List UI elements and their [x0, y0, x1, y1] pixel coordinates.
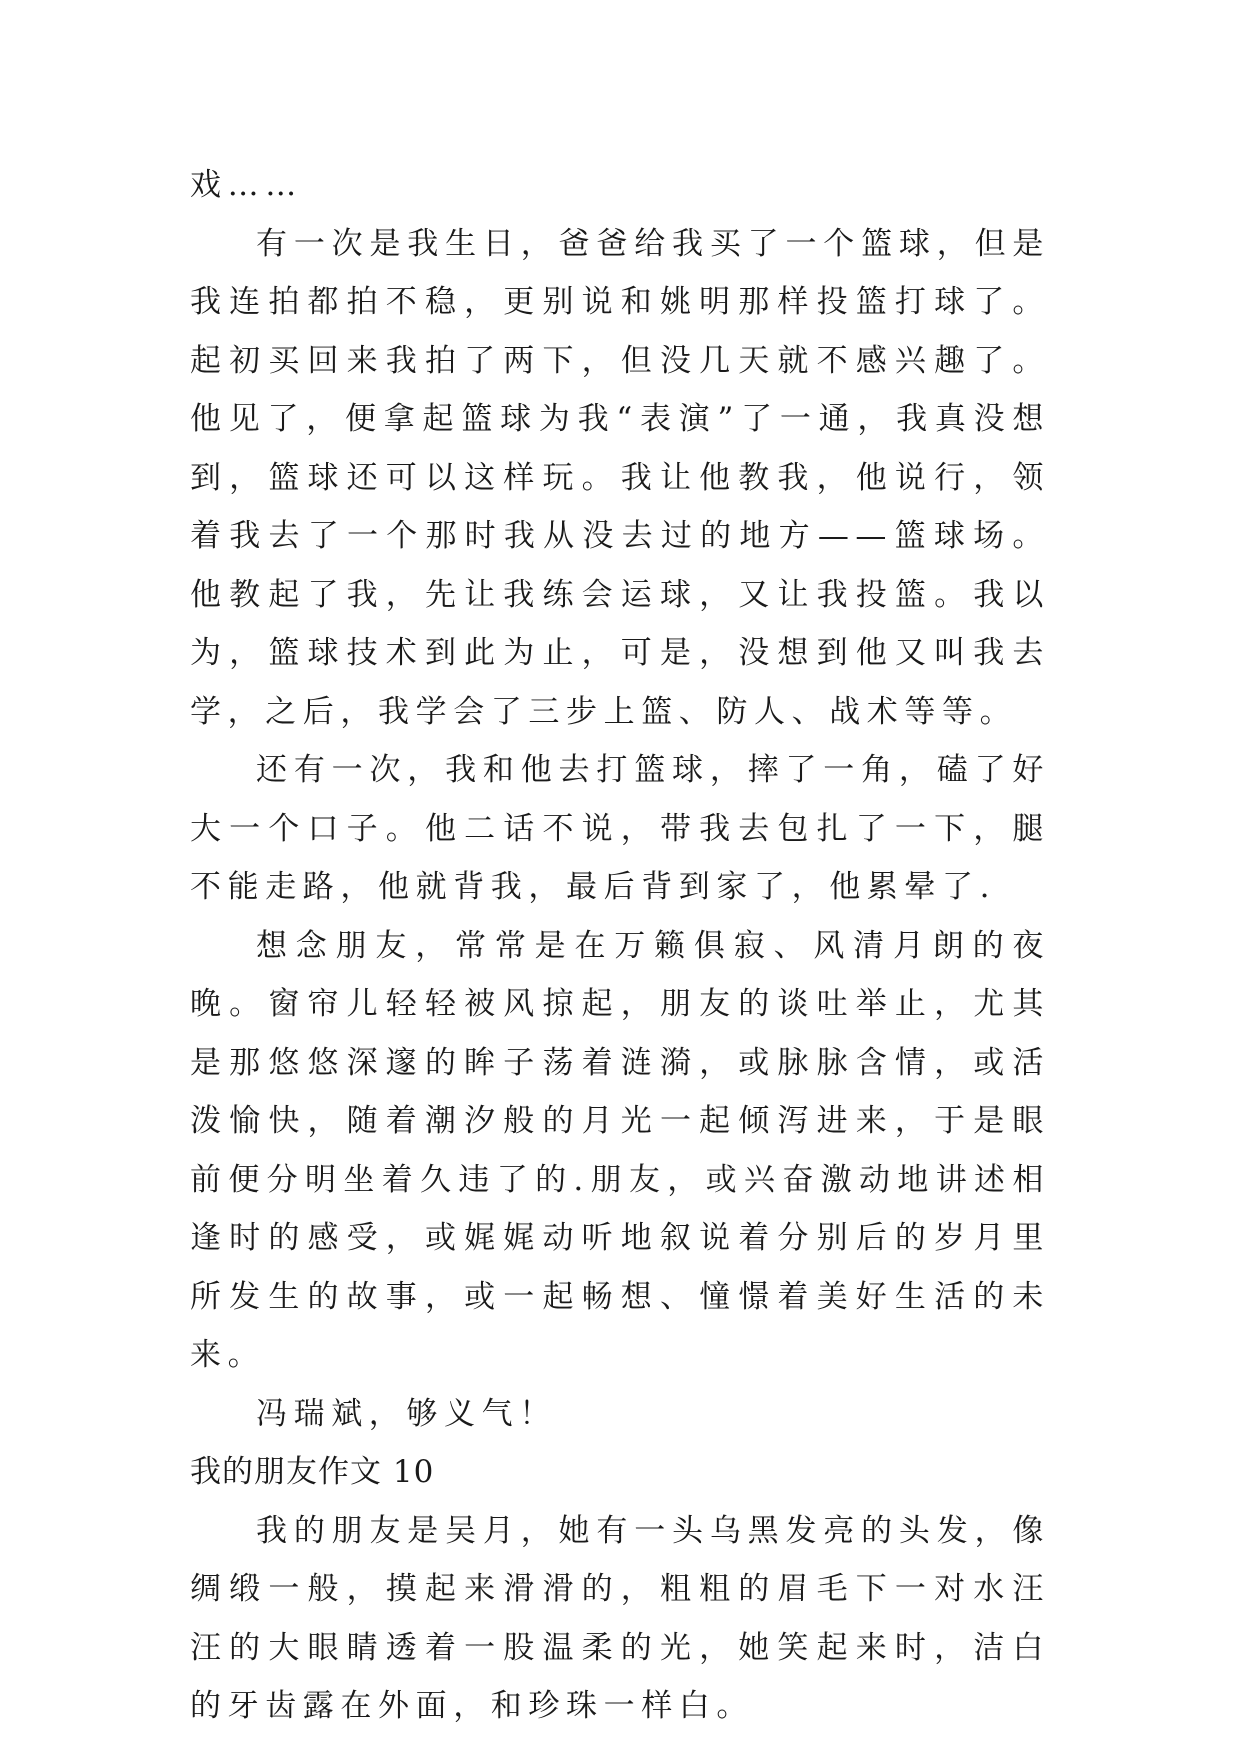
- paragraph-closing-line: 冯瑞斌，够义气！: [256, 1395, 557, 1432]
- paragraph-continuation: 戏……: [190, 167, 303, 203]
- paragraph-wu-yue: 我的朋友是吴月，她有一头乌黑发亮的头发，像绸缎一般，摸起来滑滑的，粗粗的眉毛下一对水汪汪的大眼睛透着一股温柔的光，她笑起来时，洁白的牙齿露在外面，和珍珠一样白。: [190, 1512, 1050, 1724]
- paragraph-basketball-birthday: 有一次是我生日，爸爸给我买了一个篮球，但是我连拍都拍不稳，更别说和姚明那样投篮打球了。起初买回来我拍了两下，但没几天就不感兴趣了。他见了，便拿起篮球为我“表演”了一通，我真没想到，篮球还可以这样玩。我让他教我，他说行，领着我去了一个那时我从没去过的地方——篮球场。他教起了我，先让我练会运球，又让我投篮。我以为，篮球技术到此为止，可是，没想到他又叫我去学，之后，我学会了三步上篮、防人、战术等等。: [190, 225, 1050, 730]
- paragraph-injury: 还有一次，我和他去打篮球，摔了一角，磕了好大一个口子。他二话不说，带我去包扎了一下，腿不能走路，他就背我，最后背到家了，他累晕了.: [190, 752, 1050, 905]
- essay-heading: 我的朋友作文 10: [190, 1454, 435, 1490]
- document-body: [190, 156, 1050, 1736]
- paragraph-missing-friend: 想念朋友，常常是在万籁俱寂、风清月朗的夜晚。窗帘儿轻轻被风掠起，朋友的谈吐举止，尤其是那悠悠深邃的眸子荡着涟漪，或脉脉含情，或活泼愉快，随着潮汐般的月光一起倾泻进来，于是眼前便分明坐着久违了的.朋友，或兴奋激动地讲述相逢时的感受，或娓娓动听地叙说着分别后的岁月里所发生的故事，或一起畅想、憧憬着美好生活的未来。: [190, 927, 1050, 1373]
